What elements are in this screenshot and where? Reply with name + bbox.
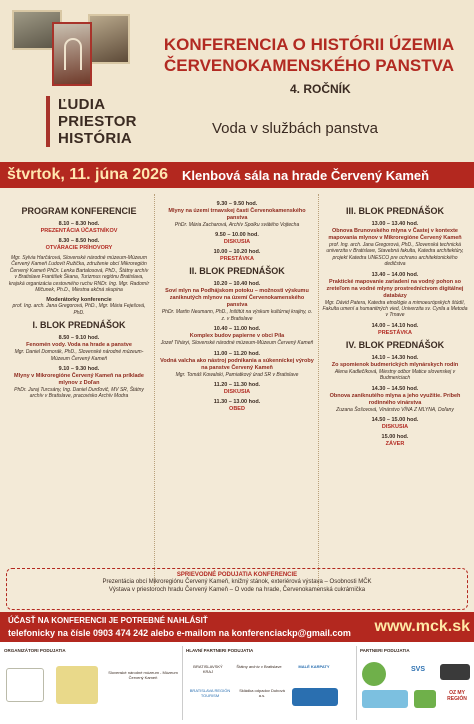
moderators-label: Moderátorky konferencie bbox=[46, 297, 112, 304]
title-line: KONFERENCIA O HISTÓRII ÚZEMIA bbox=[163, 35, 455, 54]
discussion-label: DISKUSIA bbox=[223, 239, 251, 246]
time-slot: 10.00 – 10.20 hod. bbox=[213, 249, 261, 256]
discussion-label: DISKUSIA bbox=[223, 389, 251, 396]
svs-logo: SVS bbox=[410, 666, 425, 673]
time-slot: 10.40 – 11.00 hod. bbox=[213, 326, 261, 333]
series-line: HISTÓRIA bbox=[58, 130, 133, 147]
block-heading: I. BLOK PREDNÁŠOK bbox=[32, 320, 126, 331]
accompanying-events-heading: SPRIEVODNÉ PODUJATIA KONFERENCIE bbox=[176, 572, 298, 578]
talk-speaker: Mgr. Tomáš Kowalski, Pamiatkový úrad SR v Bratislave bbox=[175, 371, 299, 378]
talk-title: Soví mlyn na Podhájskom potoku – možnosti výskumu zaniknutých mlynov na území Červenokamenského panstva bbox=[165, 288, 309, 309]
tourism-logo: BRATISLAVA REGIÓN TOURISM bbox=[189, 688, 231, 698]
time-slot: 8.10 – 8.30 hod. bbox=[58, 221, 100, 227]
time-slot: 11.00 – 11.20 hod. bbox=[213, 350, 261, 357]
block-heading: II. BLOK PREDNÁŠOK bbox=[189, 266, 285, 277]
time-slot: 13.00 – 13.40 hod. bbox=[371, 221, 419, 227]
break-label: PRESTÁVKA bbox=[378, 329, 412, 336]
coat-of-arms-logo bbox=[56, 666, 98, 704]
series-line: ĽUDIA bbox=[58, 96, 106, 113]
time-slot: 11.20 – 11.30 hod. bbox=[213, 382, 261, 389]
talk-title: Zo spomienok budmerických mlynárskych rodín bbox=[331, 361, 459, 368]
time-slot: 10.20 – 10.40 hod. bbox=[213, 281, 261, 288]
time-slot: 14.50 – 15.00 hod. bbox=[371, 417, 419, 424]
partner-logo bbox=[292, 688, 338, 706]
opening-speakers: Mgr. Sylvia Harčárová, Slovenské národné múzeum-Múzeum Červený Kameň Ľudovít Ružička, združenie obcí Mikroregión Červený Kameň PhDr. Lenka Bartalosová, PhD., Štátny archív v Bratislave František Škana, Turizmus regiónu Bratislava, krajská organizácia cestovného ruchu RNDr. Ing. Mgr. Radomír Mičunek, Ph.D., Miestna akčná skupina bbox=[8, 255, 150, 294]
partner-logo bbox=[362, 690, 408, 708]
accompanying-events-box bbox=[6, 568, 468, 610]
snm-logo: Slovenské národné múzeum - Múzeum Červený Kameň bbox=[108, 670, 178, 680]
title-line: ČERVENOKAMENSKÉHO PANSTVA bbox=[164, 56, 454, 75]
organizers-label: ORGANIZÁTORI PODUJATIA bbox=[4, 648, 66, 653]
partners-divider bbox=[356, 646, 357, 720]
website-link[interactable]: www.mck.sk bbox=[374, 618, 470, 635]
time-slot: 8.50 – 9.10 hod. bbox=[58, 335, 100, 342]
partner-logo bbox=[414, 690, 436, 708]
talk-title: Fenomén vody. Voda na hrade a panstve bbox=[26, 342, 132, 349]
column-divider bbox=[154, 194, 155, 586]
talk-speaker: Mgr. Daniel Domorák, PhD., Slovenské národné múzeum-Múzeum Červený Kameň bbox=[14, 349, 144, 362]
talk-speaker: Jozef Tiháryi, Slovenské národné múzeum-Múzeum Červený Kameň bbox=[160, 340, 314, 347]
registration-label: PREZENTÁCIA ÚČASTNÍKOV bbox=[40, 228, 118, 234]
time-slot: 9.10 – 9.30 hod. bbox=[58, 366, 100, 373]
series-logo bbox=[46, 96, 137, 147]
lunch-label: OBED bbox=[229, 406, 245, 413]
time-slot: 9.30 – 9.50 hod. bbox=[216, 201, 258, 207]
talk-title: Vodná valcha ako nástroj podnikania a súkenníckej výroby na panstve Červený Kameň bbox=[160, 357, 314, 371]
talk-title: Mlyny na území trnavskej časti Červenokamenského panstva bbox=[168, 208, 306, 221]
talk-speaker: Zuzana Šošovová, Vinárstvo VÍNA Z MLYNA, Doľany bbox=[336, 406, 454, 413]
talk-speaker: PhDr. Mária Zacharová, Archív Spolku svätého Vojtecha bbox=[174, 222, 300, 228]
talk-title: Komplex budov papierne v obci Píla bbox=[189, 333, 285, 340]
block-heading: IV. BLOK PREDNÁŠOK bbox=[345, 339, 445, 350]
talk-title: Obnova Brunovského mlyna v Častej v kontexte mapovania mlynov v Mikroregióne Červený Kameň bbox=[328, 228, 462, 241]
partners-strip bbox=[0, 642, 474, 724]
block-heading: III. BLOK PREDNÁŠOK bbox=[345, 206, 444, 216]
talk-speaker: prof. Ing. arch. Jana Gregorová, PhD., Slovenská technická univerzita v Bratislave, Stavebná fakulta, Katedra architektúry, projekt Katedra UNESCO pre ochranu architektonického dedičstva bbox=[326, 242, 464, 268]
castle-gate-photo bbox=[52, 22, 92, 86]
bratislava-region-logo: BRATISLAVSKÝ KRAJ bbox=[193, 664, 223, 674]
partners-label: PARTNERI PODUJATIA bbox=[360, 648, 410, 653]
main-partners-label: HLAVNÍ PARTNERI PODUJATIA bbox=[186, 648, 254, 653]
program-heading: PROGRAM KONFERENCIE bbox=[21, 206, 137, 216]
subtitle: Voda v službách panstva bbox=[212, 120, 378, 137]
historic-document-photo bbox=[88, 14, 130, 64]
time-slot: 14.00 – 14.10 hod. bbox=[371, 322, 419, 329]
conference-title bbox=[150, 34, 468, 76]
registration-notice: ÚČASŤ NA KONFERENCII JE POTREBNÉ NAHLÁSIŤ bbox=[8, 616, 208, 625]
talk-speaker: Alena Kadlečíková, Miestny odbor Matice slovenskej v Budmericiach bbox=[334, 368, 456, 382]
time-slot: 8.30 – 8.50 hod. bbox=[58, 238, 100, 244]
moderators-names: prof. Ing. arch. Jana Gregorová, PhD., Mgr. Mária Feješová, PhD. bbox=[12, 303, 146, 316]
header bbox=[0, 0, 474, 162]
talk-title: Praktické mapovanie zariadení na vodný pohon so zreteľom na vodné mlyny prostredníctvom digitálnej databázy bbox=[326, 278, 464, 299]
time-slot: 9.50 – 10.00 hod. bbox=[215, 232, 259, 239]
partner-logo bbox=[440, 664, 470, 680]
edition: 4. ROČNÍK bbox=[290, 82, 351, 96]
break-label: PRESTÁVKA bbox=[220, 256, 254, 263]
time-slot: 14.10 – 14.30 hod. bbox=[371, 354, 419, 361]
partners-divider bbox=[182, 646, 183, 720]
talk-speaker: PhDr. Martin Neumann, PhD., Inštitút na výskum kultúrnej krajiny, o. z. v Bratislave bbox=[161, 309, 313, 322]
oz-my-region-logo: OZ MY REGIÓN bbox=[447, 690, 467, 702]
talk-speaker: PhDr. Juraj Turcsány, Ing. Daniel Durďovič, MV SR, Štátny archív v Bratislave, pracovisko Archív Modra bbox=[14, 387, 144, 400]
archive-logo: Štátny archív v Bratislave bbox=[236, 664, 282, 669]
landfill-logo: Skládka odpadov Dubová a.s. bbox=[239, 688, 285, 698]
time-slot: 13.40 – 14.00 hod. bbox=[371, 271, 419, 278]
talk-title: Obnova zaniknutého mlyna a jeho využitie. Príbeh rodinného vinárstva bbox=[329, 392, 461, 406]
organizer-logo bbox=[6, 668, 44, 702]
registration-contact[interactable]: telefonicky na čísle 0903 474 242 alebo e-mailom na konferenciackp@gmail.com bbox=[8, 628, 351, 638]
partner-logo bbox=[362, 662, 386, 686]
event-date: štvrtok, 11. júna 2026 bbox=[7, 166, 168, 183]
program-column-3 bbox=[322, 204, 468, 451]
event-venue: Klenbová sála na hrade Červený Kameň bbox=[181, 167, 430, 183]
column-divider bbox=[318, 194, 319, 586]
male-karpaty-logo: MALÉ KARPATY bbox=[298, 664, 330, 669]
accompanying-events-line: Výstava v priestoroch hradu Červený Kameň – O vode na hrade, Červenokamenská cukrárnička bbox=[108, 587, 366, 593]
program bbox=[0, 194, 474, 560]
closing-label: ZÁVER bbox=[385, 441, 405, 448]
registration-bar bbox=[0, 612, 474, 642]
accompanying-events-line: Prezentácia obcí Mikroregiónu Červený Kameň, knižný stánok, exteriérová výstava – Osobnosti MČK bbox=[102, 579, 372, 585]
date-bar bbox=[0, 162, 474, 188]
time-slot: 14.30 – 14.50 hod. bbox=[371, 385, 419, 392]
talk-title: Mlyny v Mikroregióne Červený Kameň na príklade mlynov z Doľan bbox=[14, 373, 144, 387]
time-slot: 11.30 – 13.00 hod. bbox=[213, 399, 261, 406]
opening-label: OTVÁRACIE PRÍHOVORY bbox=[45, 245, 113, 251]
discussion-label: DISKUSIA bbox=[381, 424, 409, 431]
talk-speaker: Mgr. Dávid Patera, Katedra etnológie a mimoeurópských štúdií, Fakulta umení a humanitných vied, Univerzita sv. Cyrila a Metoda v Trnave bbox=[322, 299, 468, 319]
photo-collage bbox=[8, 8, 130, 90]
program-column-1 bbox=[8, 204, 150, 404]
program-column-2 bbox=[160, 198, 314, 416]
series-line: PRIESTOR bbox=[58, 113, 137, 130]
time-slot: 15.00 hod. bbox=[381, 434, 409, 441]
